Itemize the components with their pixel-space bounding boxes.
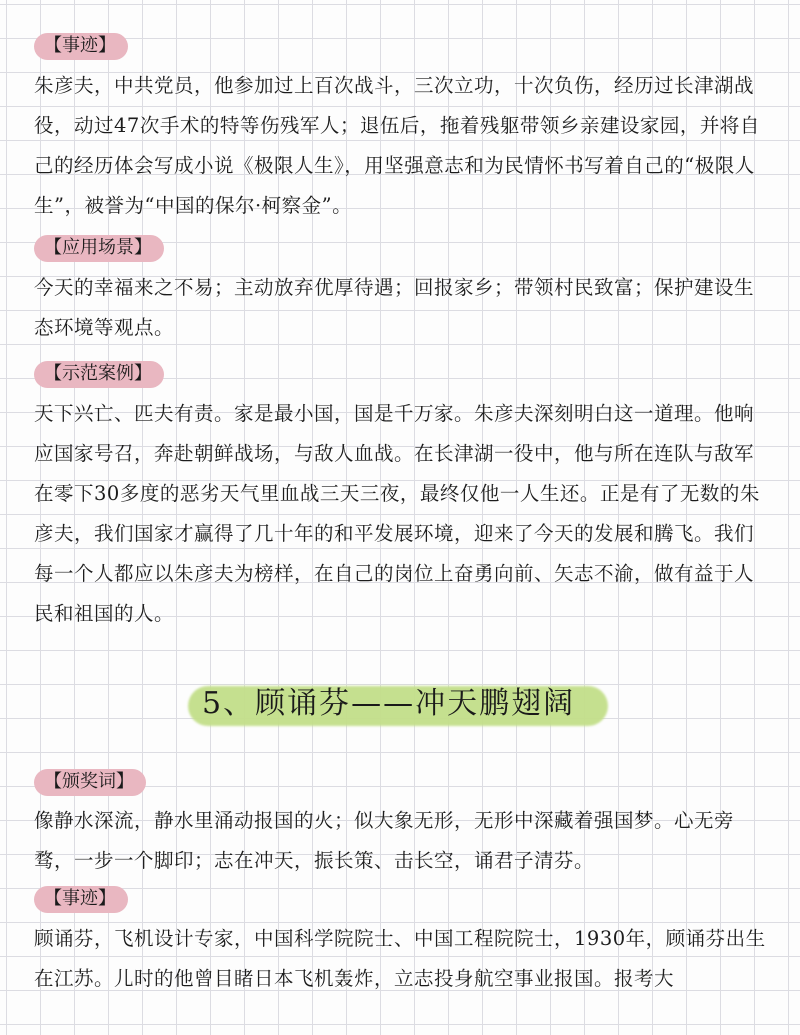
- section-tag-award-speech: 【颁奖词】: [34, 769, 146, 796]
- section-tag-deeds: 【事迹】: [34, 33, 128, 60]
- deeds-paragraph-zhu-yanfu: 朱彦夫，中共党员，他参加过上百次战斗，三次立功，十次负伤，经历过长津湖战役，动过47次手术的特等伤残军人；退伍后，拖着残躯带领乡亲建设家园，并将自己的经历体会写成小说《极限人生》，用坚强意志和为民情怀书写着自己的“极限人生”，被誉为“中国的保尔·柯察金”。: [34, 74, 760, 217]
- section-5-title: 5、顾诵芬——冲天鹏翅阔: [202, 686, 576, 721]
- award-speech-paragraph: 像静水深流，静水里涌动报国的火；似大象无形，无形中深藏着强国梦。心无旁骛，一步一个脚印；志在冲天，振长策、击长空，诵君子清芬。: [34, 809, 735, 872]
- demo-case-paragraph: 天下兴亡、匹夫有责。家是最小国，国是千万家。朱彦夫深刻明白这一道理。他响应国家号召，奔赴朝鲜战场，与敌人血战。在长津湖一役中，他与所在连队与敌军在零下30多度的恶劣天气里血战三天三夜，最终仅他一人生还。正是有了无数的朱彦夫，我们国家才赢得了几十年的和平发展环境，迎来了今天的发展和腾飞。我们每一个人都应以朱彦夫为榜样，在自己的岗位上奋勇向前、矢志不渝，做有益于人民和祖国的人。: [34, 402, 760, 625]
- application-scenario-paragraph: 今天的幸福来之不易；主动放弃优厚待遇；回报家乡；带领村民致富；保护建设生态环境等观点。: [34, 276, 755, 339]
- section-tag-application-scenario: 【应用场景】: [34, 235, 164, 262]
- deeds-paragraph-gu-songfen: 顾诵芬，飞机设计专家，中国科学院院士、中国工程院院士，1930年，顾诵芬出生在江苏。儿时的他曾目睹日本飞机轰炸，立志投身航空事业报国。报考大: [34, 927, 766, 990]
- section-tag-demo-case: 【示范案例】: [34, 361, 164, 388]
- section-heading: [180, 672, 620, 732]
- section-tag-deeds-2: 【事迹】: [34, 886, 128, 913]
